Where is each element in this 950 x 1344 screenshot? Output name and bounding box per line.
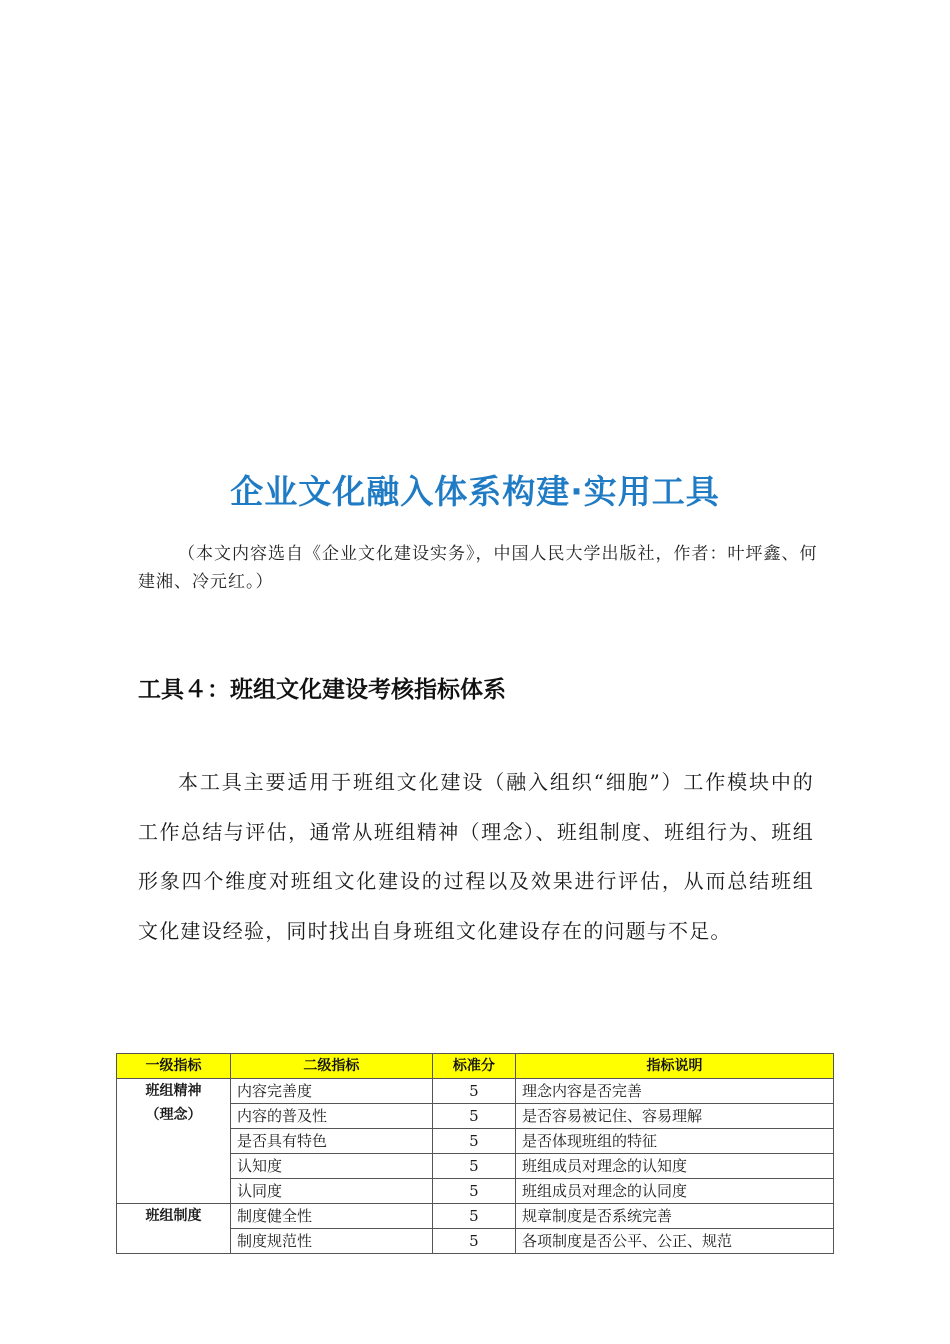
- indicator-cell: 是否具有特色: [231, 1129, 433, 1154]
- score-cell: 5: [432, 1204, 515, 1229]
- header-description: 指标说明: [516, 1054, 834, 1079]
- score-cell: 5: [432, 1229, 515, 1254]
- description-cell: 规章制度是否系统完善: [516, 1204, 834, 1229]
- table-row: [117, 1204, 834, 1229]
- description-cell: 是否容易被记住、容易理解: [516, 1104, 834, 1129]
- description-cell: 班组成员对理念的认知度: [516, 1154, 834, 1179]
- indicator-cell: 内容的普及性: [231, 1104, 433, 1129]
- table-header-row: [117, 1054, 834, 1079]
- category-cell: [117, 1079, 231, 1204]
- category-label: 班组制度: [145, 1208, 202, 1224]
- indicator-cell: 制度规范性: [231, 1229, 433, 1254]
- indicator-cell: 内容完善度: [231, 1079, 433, 1104]
- category-sublabel: （理念）: [145, 1107, 202, 1123]
- category-label: 班组精神: [145, 1083, 202, 1099]
- description-cell: 是否体现班组的特征: [516, 1129, 834, 1154]
- header-level1: 一级指标: [117, 1054, 231, 1079]
- score-cell: 5: [432, 1104, 515, 1129]
- document-title: 企业文化融入体系构建·实用工具: [230, 472, 720, 511]
- body-paragraph: 本工具主要适用于班组文化建设（融入组织“细胞”）工作模块中的工作总结与评估，通常从班组精神（理念）、班组制度、班组行为、班组形象四个维度对班组文化建设的过程以及效果进行评估，从而总结班组文化建设经验，同时找出自身班组文化建设存在的问题与不足。: [138, 770, 814, 943]
- source-note: （本文内容选自《企业文化建设实务》，中国人民大学出版社，作者：叶坪鑫、何建湘、冷元红。）: [138, 544, 818, 592]
- score-cell: 5: [432, 1129, 515, 1154]
- score-cell: 5: [432, 1179, 515, 1204]
- indicator-cell: 认知度: [231, 1154, 433, 1179]
- indicator-cell: 制度健全性: [231, 1204, 433, 1229]
- section-heading: 工具４：班组文化建设考核指标体系: [138, 677, 506, 703]
- description-cell: 各项制度是否公平、公正、规范: [516, 1229, 834, 1254]
- score-cell: 5: [432, 1079, 515, 1104]
- description-cell: 理念内容是否完善: [516, 1079, 834, 1104]
- score-cell: 5: [432, 1154, 515, 1179]
- description-cell: 班组成员对理念的认同度: [516, 1179, 834, 1204]
- header-score: 标准分: [432, 1054, 515, 1079]
- header-level2: 二级指标: [231, 1054, 433, 1079]
- table-row: [117, 1079, 834, 1104]
- category-cell: [117, 1204, 231, 1254]
- indicator-cell: 认同度: [231, 1179, 433, 1204]
- index-table: [116, 1053, 834, 1254]
